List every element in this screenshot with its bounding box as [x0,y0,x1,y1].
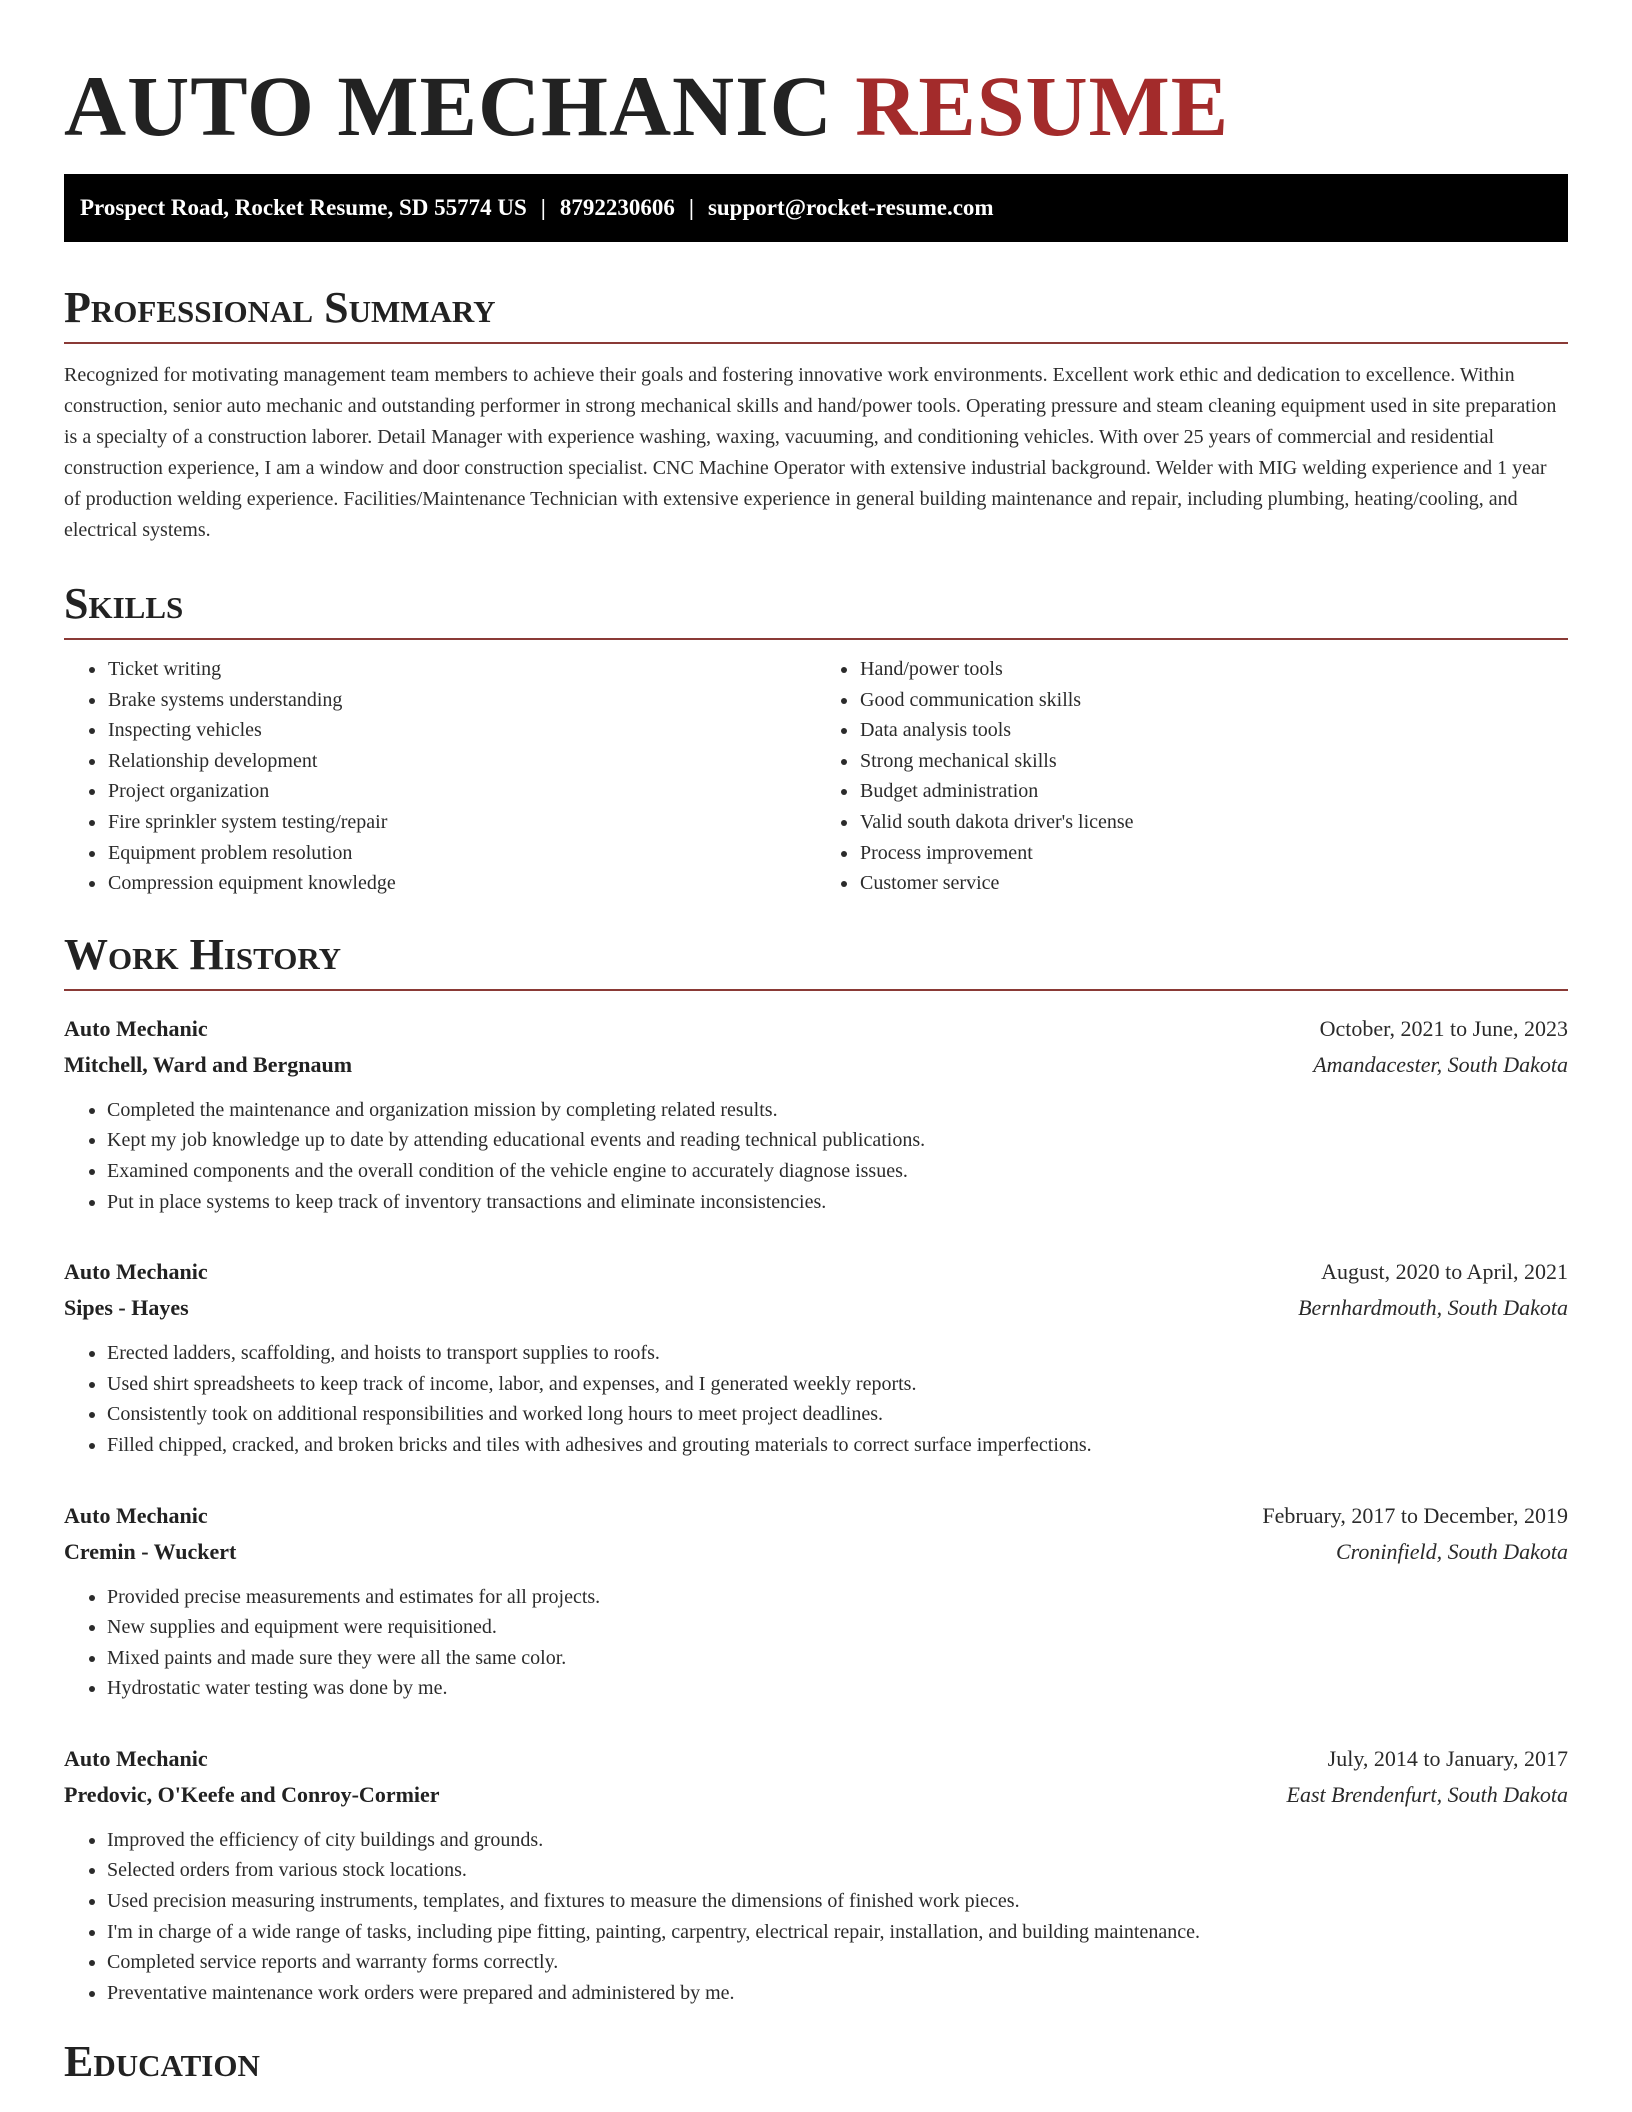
job-header-row [64,1011,1568,1047]
job-bullet: • Hydrostatic water testing was done by me. [107,1673,1568,1704]
job-company: Sipes - Hayes [64,1295,189,1321]
contact-separator: | [540,195,546,220]
job-location: Croninfield, South Dakota [1335,1538,1568,1564]
job-entry [64,1011,1568,1217]
page-title [64,0,1568,156]
contact-phone: 8792230606 [559,195,675,220]
job-dates: October, 2021 to June, 2023 [1319,1015,1568,1041]
job-bullet: • I'm in charge of a wide range of tasks, including pipe fitting, painting, carpentry, electrical repair, installation, and building maintenance. [107,1917,1568,1948]
skill-item: • Budget administration [859,776,1568,807]
skill-item: • Valid south dakota driver's license [859,807,1568,838]
skills-column-left [64,654,816,899]
job-dates: August, 2020 to April, 2021 [1321,1259,1568,1285]
skill-item: • Hand/power tools [859,654,1568,685]
job-company: Cremin - Wuckert [64,1538,237,1564]
job-title: Auto Mechanic [64,1745,208,1771]
skill-item: • Strong mechanical skills [859,746,1568,777]
skill-item: • Relationship development [107,746,816,777]
job-bullet: • Erected ladders, scaffolding, and hoists to transport supplies to roofs. [107,1338,1568,1369]
job-bullets [64,1825,1568,2009]
job-company: Mitchell, Ward and Bergnaum [64,1051,353,1077]
job-location: Amandacester, South Dakota [1313,1051,1568,1077]
job-entry [64,1254,1568,1460]
job-bullet: • Filled chipped, cracked, and broken bricks and tiles with adhesives and grouting materials to correct surface imperfections. [107,1430,1568,1461]
job-bullet: • Selected orders from various stock locations. [107,1855,1568,1886]
job-bullet: • Completed the maintenance and organization mission by completing related results. [107,1095,1568,1126]
job-header-row [64,1741,1568,1777]
job-header-row [64,1498,1568,1534]
skill-item: • Compression equipment knowledge [107,868,816,899]
education-section [64,2036,1568,2096]
job-bullet: • Preventative maintenance work orders were prepared and administered by me. [107,1978,1568,2009]
job-company-row [64,1290,1568,1326]
contact-email: support@rocket-resume.com [707,195,994,220]
job-company: Predovic, O'Keefe and Conroy-Cormier [64,1781,440,1807]
job-header-row [64,1254,1568,1290]
skill-item: • Good communication skills [859,685,1568,716]
skills-grid [64,654,1568,899]
job-bullet: • Improved the efficiency of city buildings and grounds. [107,1825,1568,1856]
job-company-row [64,1047,1568,1083]
job-title: Auto Mechanic [64,1015,208,1041]
skill-item: • Equipment problem resolution [107,838,816,869]
title-accent: RESUME [855,58,1230,154]
contact-separator: | [688,195,694,220]
job-bullet: • Put in place systems to keep track of inventory transactions and eliminate inconsistencies. [107,1187,1568,1218]
skills-column-right [816,654,1568,899]
skills-heading: Skills [64,578,1568,640]
job-bullet: • Used precision measuring instruments, templates, and fixtures to measure the dimensions of finished work pieces. [107,1886,1568,1917]
summary-text: Recognized for motivating management team members to achieve their goals and fostering innovative work environments. Excellent work ethic and dedication to excellence. Within construction, senior auto mechanic and outstanding performer in strong mechanical skills and hand/power tools. Operating pressure and steam cleaning equipment used in site preparation is a specialty of a construction laborer. Detail Manager with experience washing, waxing, vacuuming, and conditioning vehicles. With over 25 years of commercial and residential construction experience, I am a window and door construction specialist. CNC Machine Operator with extensive industrial background. Welder with MIG welding experience and 1 year of production welding experience. Facilities/Maintenance Technician with extensive experience in general building maintenance and repair, including plumbing, heating/cooling, and electrical systems. [64,364,1557,541]
job-company-row [64,1777,1568,1813]
job-bullet: • Mixed paints and made sure they were all the same color. [107,1643,1568,1674]
work-history-heading: Work History [64,929,1568,991]
skill-item: • Ticket writing [107,654,816,685]
job-bullet: • New supplies and equipment were requisitioned. [107,1612,1568,1643]
skill-item: • Data analysis tools [859,715,1568,746]
job-bullets [64,1582,1568,1704]
skill-item: • Inspecting vehicles [107,715,816,746]
job-entry [64,1741,1568,2009]
summary-heading: Professional Summary [64,282,1568,344]
skill-item: • Brake systems understanding [107,685,816,716]
job-bullet: • Kept my job knowledge up to date by attending educational events and reading technical publications. [107,1125,1568,1156]
skill-item: • Fire sprinkler system testing/repair [107,807,816,838]
job-title: Auto Mechanic [64,1259,208,1285]
job-location: Bernhardmouth, South Dakota [1298,1295,1568,1321]
job-bullet: • Used shirt spreadsheets to keep track of income, labor, and expenses, and I generated weekly reports. [107,1369,1568,1400]
summary-section [64,282,1568,546]
job-dates: February, 2017 to December, 2019 [1262,1502,1568,1528]
title-main: AUTO MECHANIC [64,58,833,154]
contact-address: Prospect Road, Rocket Resume, SD 55774 US [80,195,527,220]
job-bullet: • Completed service reports and warranty forms correctly. [107,1947,1568,1978]
job-company-row [64,1534,1568,1570]
job-title: Auto Mechanic [64,1502,208,1528]
skill-item: • Process improvement [859,838,1568,869]
job-location: East Brendenfurt, South Dakota [1286,1781,1568,1807]
job-bullets [64,1095,1568,1217]
job-entry [64,1498,1568,1704]
job-bullet: • Provided precise measurements and estimates for all projects. [107,1582,1568,1613]
work-history-section [64,929,1568,2009]
contact-bar [64,174,1568,242]
job-dates: July, 2014 to January, 2017 [1327,1745,1568,1771]
skills-section [64,578,1568,899]
job-bullet: • Examined components and the overall condition of the vehicle engine to accurately diagnose issues. [107,1156,1568,1187]
job-bullet: • Consistently took on additional responsibilities and worked long hours to meet project deadlines. [107,1399,1568,1430]
job-bullets [64,1338,1568,1460]
skill-item: • Project organization [107,776,816,807]
education-heading: Education [64,2037,260,2087]
skill-item: • Customer service [859,868,1568,899]
